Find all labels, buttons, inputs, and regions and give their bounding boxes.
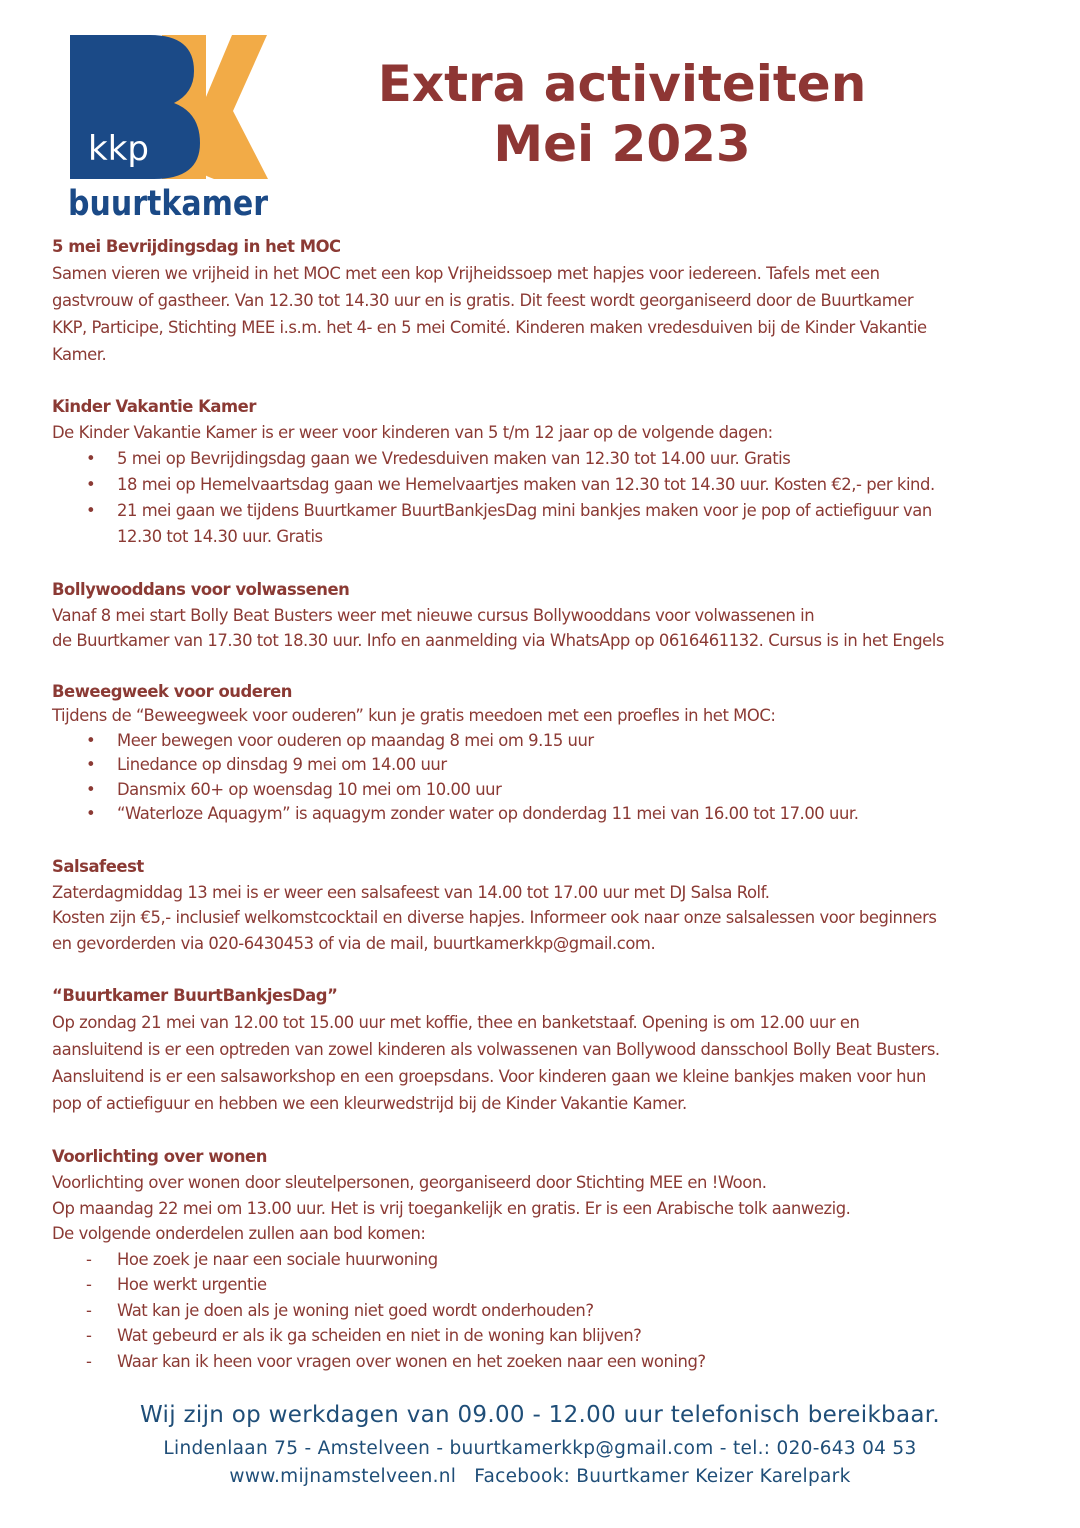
text-line: Voorlichting over wonen door sleutelpersonen, georganiseerd door Stichting MEE en !Woon. bbox=[52, 1173, 767, 1192]
bullet-marker: • bbox=[86, 779, 96, 799]
section-heading: Kinder Vakantie Kamer bbox=[52, 397, 256, 416]
list-item-text: Dansmix 60+ op woensdag 10 mei om 10.00 uur bbox=[117, 779, 502, 799]
text-line: Kosten zijn €5,- inclusief welkomstcocktail en diverse hapjes. Informeer ook naar onze salsalessen voor beginners bbox=[52, 908, 937, 927]
opening-hours: Wij zijn op werkdagen van 09.00 - 12.00 uur telefonisch bereikbaar. bbox=[139, 1402, 941, 1428]
text-line: Op zondag 21 mei van 12.00 tot 15.00 uur met koffie, thee en banketstaaf. Opening is om 12.00 uur en bbox=[52, 1013, 860, 1032]
list-item-text: 21 mei gaan we tijdens Buurtkamer BuurtBankjesDag mini bankjes maken voor je pop of actiefiguur van bbox=[117, 500, 932, 520]
list-item bbox=[52, 753, 1032, 778]
bullet-marker: • bbox=[86, 730, 96, 750]
dash-marker: - bbox=[86, 1326, 92, 1345]
bullet-marker: • bbox=[86, 804, 96, 823]
section-heading: 5 mei Bevrijdingsdag in het MOC bbox=[52, 237, 341, 256]
text-line: De volgende onderdelen zullen aan bod komen: bbox=[52, 1224, 426, 1243]
dash-marker: - bbox=[86, 1351, 92, 1371]
text-line: Kamer. bbox=[52, 345, 107, 364]
text-line: KKP, Participe, Stichting MEE i.s.m. het 4- en 5 mei Comité. Kinderen maken vredesduiven bij de Kinder Vakantie bbox=[52, 318, 927, 337]
list-item-text: 18 mei op Hemelvaartsdag gaan we Hemelvaartjes maken van 12.30 tot 14.30 uur. Kosten €2,- per kind. bbox=[117, 474, 935, 494]
bullet-list bbox=[52, 446, 1032, 550]
section-heading: Bollywooddans voor volwassenen bbox=[52, 579, 350, 599]
bullet-marker: • bbox=[86, 500, 96, 520]
list-item-text: Meer bewegen voor ouderen op maandag 8 mei om 9.15 uur bbox=[117, 730, 594, 750]
logo-kkp-text: kkp bbox=[88, 129, 149, 169]
text-line: De Kinder Vakantie Kamer is er weer voor kinderen van 5 t/m 12 jaar op de volgende dagen: bbox=[52, 422, 773, 442]
list-item bbox=[52, 729, 1032, 754]
title-line-2: Mei 2023 bbox=[493, 115, 751, 173]
list-item-continuation bbox=[52, 524, 1032, 550]
list-item-text: Hoe zoek je naar een sociale huurwoning bbox=[117, 1249, 438, 1269]
facebook-link[interactable]: Facebook: Buurtkamer Keizer Karelpark bbox=[474, 1466, 851, 1487]
list-item bbox=[52, 1247, 1032, 1273]
list-item bbox=[52, 498, 1032, 524]
text-line: de Buurtkamer van 17.30 tot 18.30 uur. Info en aanmelding via WhatsApp op 0616461132. Cursus is in het Engels bbox=[52, 630, 944, 650]
text-line: Samen vieren we vrijheid in het MOC met een kop Vrijheidssoep met hapjes voor iedereen. Tafels met een bbox=[52, 264, 880, 283]
bullet-marker: • bbox=[86, 448, 96, 468]
address-line: Lindenlaan 75 - Amstelveen - buurtkamerkkp@gmail.com - tel.: 020-643 04 53 bbox=[163, 1438, 917, 1459]
section-buurtbankjesdag bbox=[52, 983, 1032, 1117]
website-link[interactable]: www.mijnamstelveen.nl bbox=[229, 1466, 457, 1487]
text-line: Tijdens de “Beweegweek voor ouderen” kun je gratis meedoen met een proefles in het MOC: bbox=[52, 706, 776, 725]
text-line: gastvrouw of gastheer. Van 12.30 tot 14.30 uur en is gratis. Dit feest wordt georganiseerd door de Buurtkamer bbox=[52, 291, 914, 310]
text-line: Vanaf 8 mei start Bolly Beat Busters weer met nieuwe cursus Bollywooddans voor volwassenen in bbox=[52, 605, 815, 625]
logo-buurtkamer-text: buurtkamer bbox=[68, 184, 269, 224]
contact-footer bbox=[0, 1396, 1080, 1491]
logo-graphic bbox=[66, 33, 270, 224]
buurtkamer-logo bbox=[66, 33, 270, 224]
text-line: Op maandag 22 mei om 13.00 uur. Het is vrij toegankelijk en gratis. Er is een Arabische tolk aanwezig. bbox=[52, 1198, 851, 1218]
list-item bbox=[52, 446, 1032, 472]
section-heading: “Buurtkamer BuurtBankjesDag” bbox=[52, 986, 338, 1005]
web-links bbox=[0, 1463, 1080, 1491]
section-heading: Salsafeest bbox=[52, 856, 144, 876]
list-item-text: 12.30 tot 14.30 uur. Gratis bbox=[117, 526, 323, 546]
page-title bbox=[330, 54, 914, 174]
list-item-text: 5 mei op Bevrijdingsdag gaan we Vredesduiven maken van 12.30 tot 14.00 uur. Gratis bbox=[117, 448, 791, 468]
list-item-text: Wat gebeurd er als ik ga scheiden en niet in de woning kan blijven? bbox=[117, 1326, 642, 1345]
list-item bbox=[52, 472, 1032, 498]
list-item bbox=[52, 1323, 1032, 1349]
bullet-marker: • bbox=[86, 755, 96, 774]
list-item bbox=[52, 1298, 1032, 1324]
section-heading: Beweegweek voor ouderen bbox=[52, 681, 292, 701]
list-item bbox=[52, 778, 1032, 803]
dash-list bbox=[52, 1247, 1032, 1375]
list-item-text: Waar kan ik heen voor vragen over wonen en het zoeken naar een woning? bbox=[117, 1351, 706, 1371]
bullet-list bbox=[52, 729, 1032, 827]
section-heading: Voorlichting over wonen bbox=[52, 1147, 267, 1166]
section-bevrijdingsdag bbox=[52, 234, 1032, 368]
text-line: Zaterdagmiddag 13 mei is er weer een salsafeest van 14.00 tot 17.00 uur met DJ Salsa Rolf. bbox=[52, 882, 770, 902]
section-voorlichting-wonen bbox=[52, 1144, 1032, 1374]
list-item-text: Linedance op dinsdag 9 mei om 14.00 uur bbox=[117, 755, 447, 774]
section-kinder-vakantie-kamer bbox=[52, 395, 1032, 550]
list-item bbox=[52, 1272, 1032, 1298]
list-item-text: “Waterloze Aquagym” is aquagym zonder water op donderdag 11 mei van 16.00 tot 17.00 uur. bbox=[117, 804, 859, 823]
text-line: Aansluitend is er een salsaworkshop en een groepsdans. Voor kinderen gaan we kleine bankjes maken voor hun bbox=[52, 1067, 926, 1086]
list-item-text: Hoe werkt urgentie bbox=[117, 1275, 267, 1294]
title-line-1: Extra activiteiten bbox=[377, 55, 867, 113]
text-line: pop of actiefiguur en hebben we een kleurwedstrijd bij de Kinder Vakantie Kamer. bbox=[52, 1094, 687, 1113]
text-line: en gevorderden via 020-6430453 of via de mail, buurtkamerkkp@gmail.com. bbox=[52, 933, 656, 953]
section-beweegweek bbox=[52, 680, 1032, 827]
bullet-marker: • bbox=[86, 474, 96, 494]
dash-marker: - bbox=[86, 1275, 92, 1294]
section-salsafeest bbox=[52, 854, 1032, 957]
activities-content bbox=[52, 234, 1032, 1401]
list-item-text: Wat kan je doen als je woning niet goed wordt onderhouden? bbox=[117, 1300, 594, 1320]
dash-marker: - bbox=[86, 1300, 92, 1320]
dash-marker: - bbox=[86, 1249, 92, 1269]
list-item bbox=[52, 1349, 1032, 1375]
list-item bbox=[52, 802, 1032, 827]
text-line: aansluitend is er een optreden van zowel kinderen als volwassenen van Bollywood dansschool Bolly Beat Busters. bbox=[52, 1040, 940, 1059]
section-bollywooddans bbox=[52, 577, 1032, 653]
